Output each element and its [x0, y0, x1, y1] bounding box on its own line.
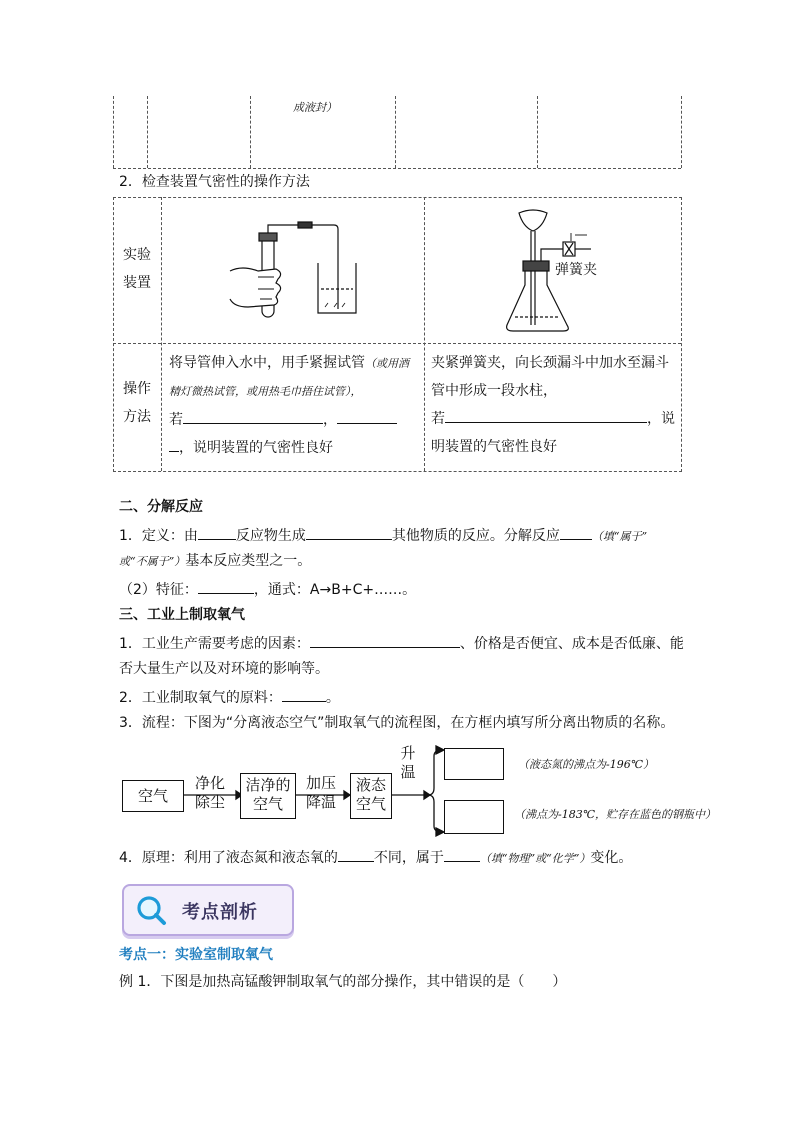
left-method-line4: ，说明装置的气密性良好: [179, 440, 333, 456]
flow-chart: [118, 742, 778, 838]
row2-label-line1: 操作: [123, 381, 151, 397]
row1-label: [113, 241, 161, 297]
blank-change-type[interactable]: [444, 846, 480, 862]
key-point-banner: [122, 884, 294, 936]
blank-boiling-point[interactable]: [338, 846, 374, 862]
flow-step-pressurize: 加压 降温: [305, 774, 336, 811]
flow-answer-box-2[interactable]: [444, 800, 504, 834]
flow-answer-box-1[interactable]: [444, 748, 504, 780]
principle-line: 4．原理：利用了液态氮和液态氧的 不同，属于 （填“物理”或“化学”）变化。: [119, 846, 632, 869]
left-method-comma: ，: [323, 412, 337, 428]
blank-factors[interactable]: [310, 632, 460, 648]
banner-title: 考点剖析: [182, 902, 258, 923]
example-one: 例 1．下图是加热高锰酸钾制取氧气的部分操作，其中错误的是（ ）: [119, 974, 567, 990]
top-table: [113, 96, 681, 168]
right-method-line3-end: ，说: [647, 411, 675, 427]
top-table-cell-text: 成液封）: [293, 101, 337, 114]
left-method-note1: （或用酒: [365, 357, 409, 370]
row2-label-line2: 方法: [123, 409, 151, 425]
airtight-heading: 2．检查装置气密性的操作方法: [119, 174, 310, 190]
airtight-table: [113, 197, 681, 471]
row1-label-line2: 装置: [123, 275, 151, 291]
right-method-line2: 管中形成一段水柱，: [431, 383, 557, 399]
flow-box-liquid-air: 液态 空气: [350, 773, 392, 819]
flow-step-heat: 升 温: [400, 744, 416, 781]
section2-title: 二、分解反应: [119, 499, 203, 515]
definition-line2: 或“不属于”）基本反应类型之一。: [119, 553, 312, 569]
left-method-line1: 将导管伸入水中，用手紧握试管: [169, 355, 365, 371]
left-method-note2: 精灯微热试管，或用热毛巾捂住试管），: [169, 385, 362, 398]
search-icon: [134, 894, 168, 926]
blank-product-count[interactable]: [306, 524, 392, 540]
section3-title: 三、工业上制取氧气: [119, 607, 245, 623]
hand-test-tube-apparatus: [228, 219, 358, 319]
spring-clip-label: 弹簧夹: [555, 262, 597, 278]
row1-label-line1: 实验: [123, 247, 151, 263]
row2-label: [113, 375, 161, 431]
flow-note-2: （沸点为-183℃，贮存在蓝色的钢瓶中）: [514, 808, 717, 821]
factors-line: 1．工业生产需要考虑的因素： 、价格是否便宜、成本是否低廉、能: [119, 632, 684, 654]
point-one-title: 考点一：实验室制取氧气: [119, 947, 273, 963]
left-method-if: 若: [169, 412, 183, 428]
factors-line2: 否大量生产以及对环境的影响等。: [119, 661, 329, 677]
left-blank-2[interactable]: [337, 408, 397, 424]
right-method-if: 若: [431, 411, 445, 427]
blank-feature[interactable]: [198, 578, 254, 594]
right-blank-1[interactable]: [445, 407, 647, 423]
right-method-line4: 明装置的气密性良好: [431, 439, 557, 455]
raw-material-line: 2．工业制取氧气的原料： 。: [119, 686, 340, 708]
flow-box-clean-air: 洁净的 空气: [240, 773, 296, 819]
right-method-line1: 夹紧弹簧夹，向长颈漏斗中加水至漏斗: [431, 355, 669, 371]
feature-line: （2）特征： ，通式：A→B+C+……。: [119, 578, 416, 600]
blank-belongs[interactable]: [560, 524, 592, 540]
blank-raw-material[interactable]: [282, 686, 326, 702]
flow-note-1: （液态氮的沸点为-196℃）: [518, 758, 655, 771]
definition-line: 1．定义：由 反应物生成 其他物质的反应。分解反应 （填“属于”: [119, 524, 647, 547]
left-blank-3[interactable]: [169, 436, 179, 452]
blank-reactant-count[interactable]: [198, 524, 236, 540]
flow-intro: 3．流程：下图为“分离液态空气”制取氧气的流程图，在方框内填写所分离出物质的名称。: [119, 715, 675, 731]
flow-box-air: 空气: [122, 780, 184, 812]
flow-step-purify: 净化 除尘: [194, 774, 225, 811]
left-method: [169, 349, 421, 462]
left-blank-1[interactable]: [183, 408, 323, 424]
right-method: [431, 349, 679, 461]
